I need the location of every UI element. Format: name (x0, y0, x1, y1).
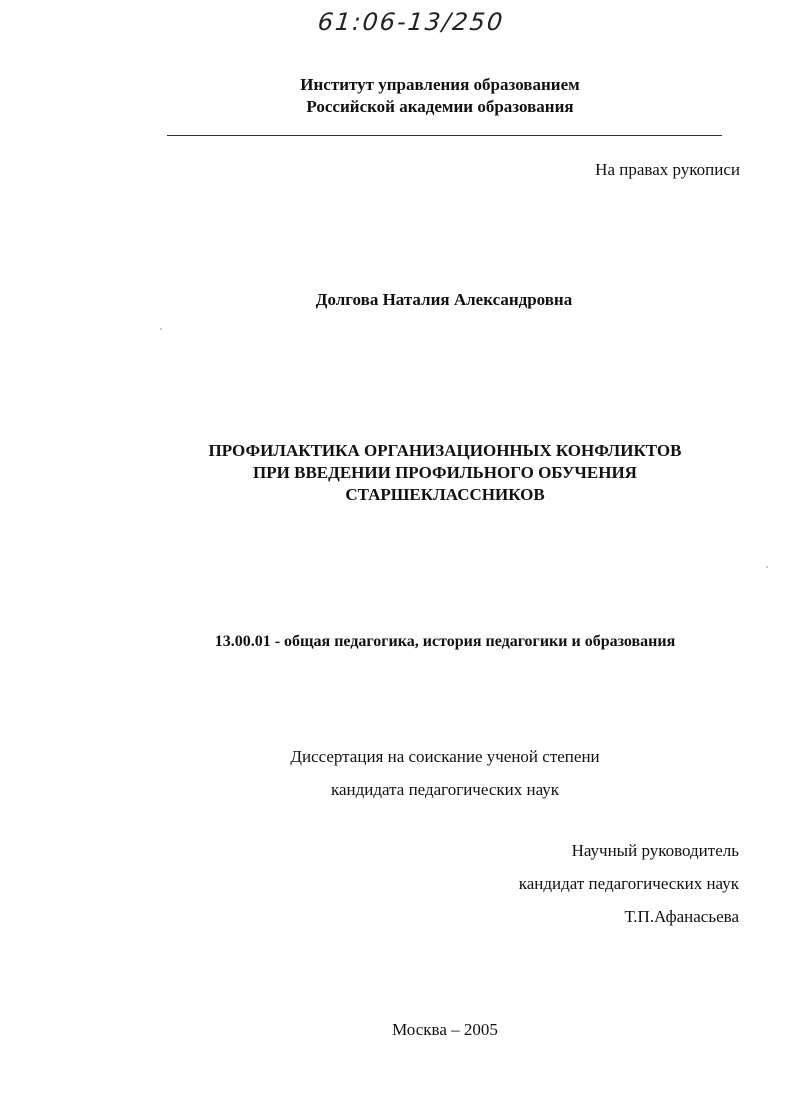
institute-header (0, 74, 794, 118)
degree-line-2: кандидата педагогических наук (330, 780, 560, 799)
degree-line-1: Диссертация на соискание ученой степени (290, 747, 600, 766)
dissertation-title (0, 440, 794, 506)
supervisor-name: Т.П.Афанасьева (624, 907, 739, 926)
archive-handwritten-mark: 61:06-13/250 (316, 8, 506, 36)
degree-statement (0, 740, 794, 806)
title-line-2: ПРИ ВВЕДЕНИИ ПРОФИЛЬНОГО ОБУЧЕНИЯ (253, 463, 637, 482)
scan-speck (160, 328, 162, 330)
supervisor-role: Научный руководитель (571, 841, 739, 860)
supervisor-block (420, 834, 739, 933)
header-divider (167, 135, 722, 136)
author-name: Долгова Наталия Александровна (315, 290, 573, 309)
scan-speck (766, 566, 768, 568)
rights-note: На правах рукописи (595, 160, 740, 179)
specialty-code: 13.00.01 - общая педагогика, история педагогики и образования (214, 633, 676, 650)
institute-line-1: Институт управления образованием (300, 75, 580, 94)
city-year: Москва – 2005 (392, 1020, 498, 1039)
title-line-1: ПРОФИЛАКТИКА ОРГАНИЗАЦИОННЫХ КОНФЛИКТОВ (208, 441, 682, 460)
title-line-3: СТАРШЕКЛАССНИКОВ (345, 485, 545, 504)
institute-line-2: Российской академии образования (306, 97, 574, 116)
supervisor-degree: кандидат педагогических наук (518, 874, 739, 893)
